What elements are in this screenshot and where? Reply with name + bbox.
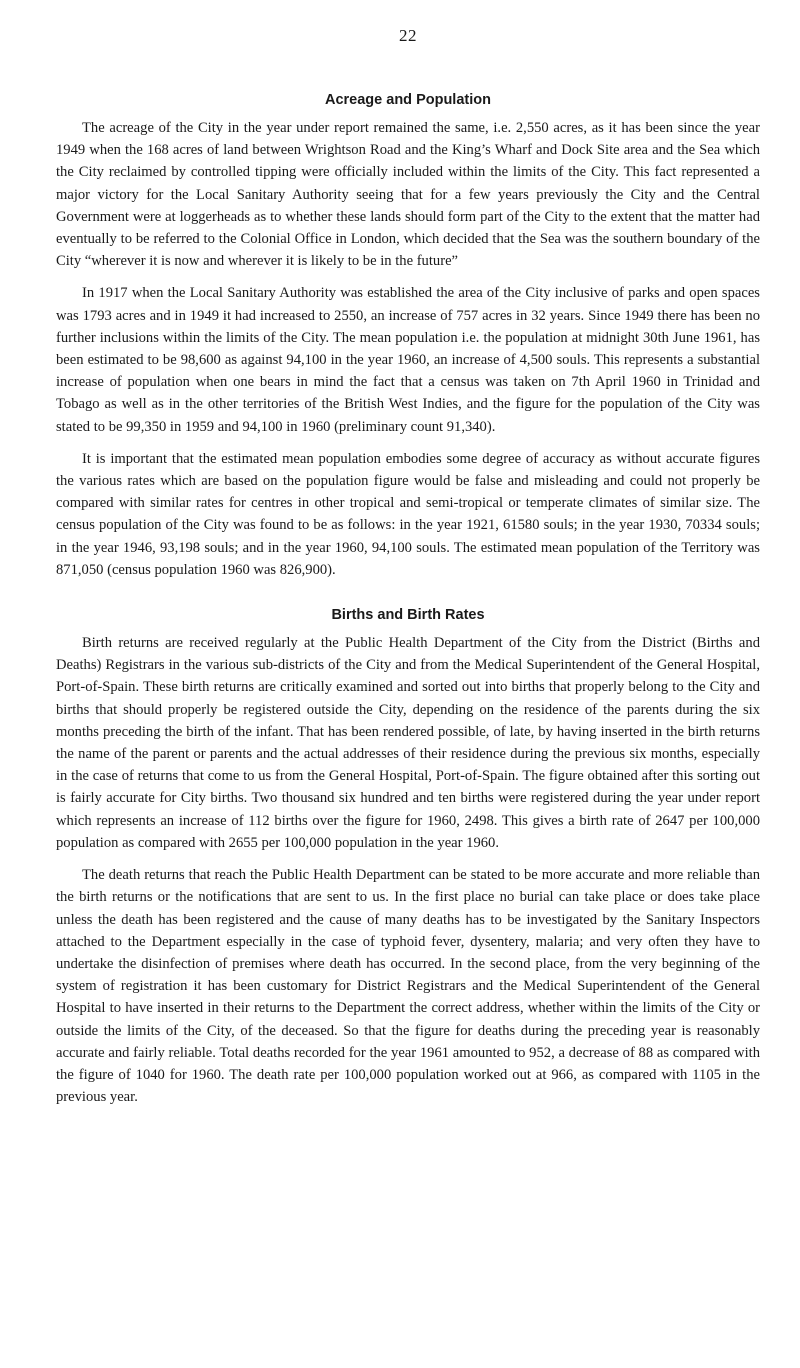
- paragraph: Birth returns are received regularly at the Public Health Department of the City from the District (Births and Deaths) Registrars in the various sub-districts of the City and from the Medical Superintendent of the General Hospital, Port-of-Spain. These birth returns are critically examined and sorted out into births that properly belong to the City and births that should properly be registered outside the City, depending on the residence of the parents during the six months preceding the birth of the infant. That has been rendered possible, of late, by having inserted in the birth returns the name of the parent or parents and the actual addresses of their residence during the previous six months, especially in the case of returns that come to us from the General Hospital, Port-of-Spain. The figure obtained after this sorting out is fairly accurate for City births. Two thousand six hundred and ten births were registered during the year under report which represents an increase of 112 births over the figure for 1960, 2498. This gives a birth rate of 2647 per 100,000 population as compared with 2655 per 100,000 population in the year 1960.: [56, 635, 760, 851]
- section-acreage-population: [56, 92, 760, 581]
- paragraph: In 1917 when the Local Sanitary Authority was established the area of the City inclusive of parks and open spaces was 1793 acres and in 1949 it had increased to 2550, an increase of 757 acres in 32 years. Since 1949 there has been no further inclusions within the limits of the City. The mean population i.e. the population at midnight 30th June 1961, has been estimated to be 98,600 as against 94,100 in the year 1960, an increase of 4,500 souls. This represents a substantial increase of population when one bears in mind the fact that a census was taken on 7th April 1960 in Trinidad and Tobago as well as in the other territories of the British West Indies, and the figure for the population of the City was stated to be 99,350 in 1959 and 94,100 in 1960 (preliminary count 91,340).: [56, 285, 760, 435]
- paragraph: The acreage of the City in the year under report remained the same, i.e. 2,550 acres, as it has been since the year 1949 when the 168 acres of land between Wrightson Road and the King’s Wharf and Dock Site area and the Sea which the City reclaimed by controlled tipping were officially included within the limits of the City. This fact represented a major victory for the Local Sanitary Authority seeing that for a few years previously the City and the Central Government were at loggerheads as to whether these lands should form part of the City to the extent that the matter had eventually to be referred to the Colonial Office in London, which decided that the Sea was the southern boundary of the City “wherever it is now and wherever it is likely to be in the future”: [56, 120, 760, 270]
- page-number: 22: [399, 26, 417, 45]
- paragraph: It is important that the estimated mean population embodies some degree of accuracy as without accurate figures the various rates which are based on the population figure would be false and misleading and could not properly be compared with similar rates for centres in other tropical and semi-tropical or temperate climates of similar size. The census population of the City was found to be as follows: in the year 1921, 61580 souls; in the year 1930, 70334 souls; in the year 1946, 93,198 souls; and in the year 1960, 94,100 souls. The estimated mean population of the Territory was 871,050 (census population 1960 was 826,900).: [56, 450, 760, 578]
- section-heading-births-birth-rates: Births and Birth Rates: [331, 607, 485, 624]
- section-heading-acreage-population: Acreage and Population: [325, 92, 491, 108]
- section-births-birth-rates: [56, 607, 760, 1108]
- document-page: [56, 26, 760, 1134]
- paragraph: The death returns that reach the Public Health Department can be stated to be more accurate and more reliable than the birth returns or the notifications that are sent to us. In the first place no burial can take place or does take place unless the death has been registered and the cause of many deaths has to be investigated by the Sanitary Inspectors attached to the Department especially in the case of typhoid fever, dysentery, malaria; and very often they have to undertake the disinfection of premises where death has occurred. In the second place, from the very beginning of the system of registration it has been customary for District Registrars and the Medical Superintendent of the General Hospital to have inserted in their returns to the Department the correct address, whether within the limits of the City or outside the limits of the City, of the deceased. So that the figure for deaths during the preceding year is reasonably accurate and fairly reliable. Total deaths recorded for the year 1961 amounted to 952, a decrease of 88 as compared with the figure of 1040 for 1960. The death rate per 100,000 population worked out at 966, as compared with 1105 in the previous year.: [56, 867, 760, 1106]
